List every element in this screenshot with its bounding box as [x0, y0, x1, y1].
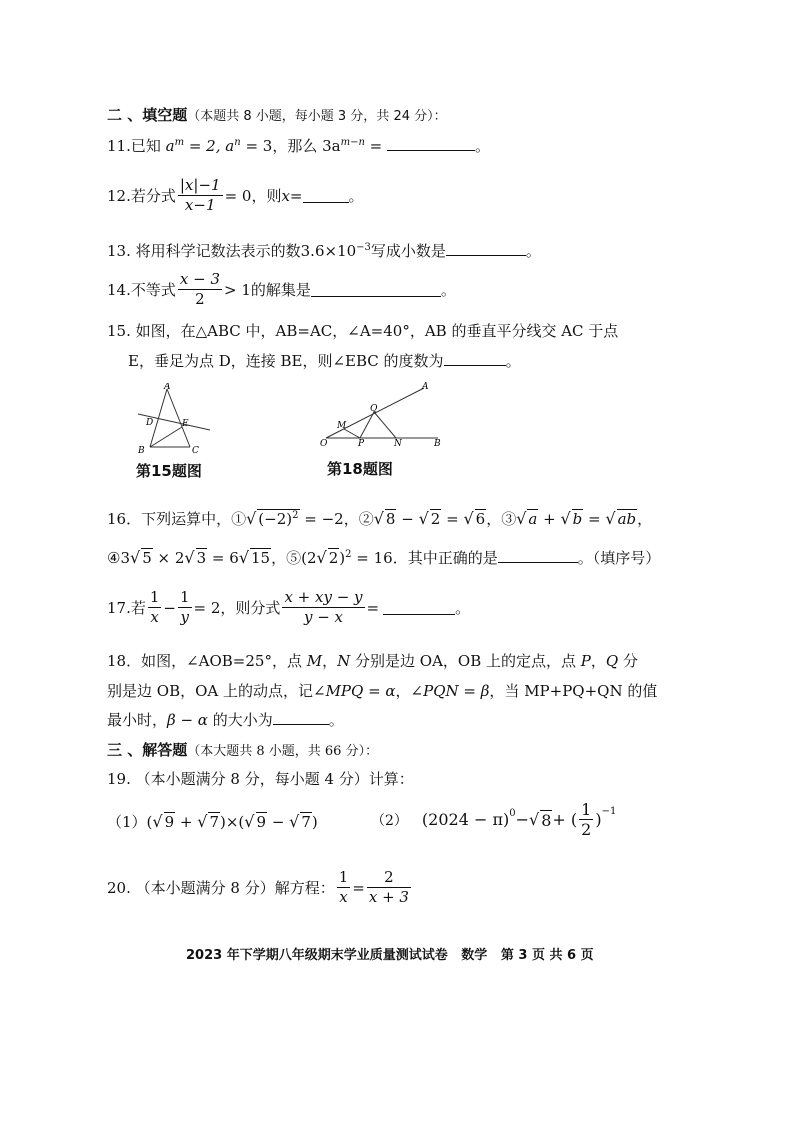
- q13-end: 。: [525, 242, 541, 260]
- q20-frac2-den: x + 3: [368, 888, 409, 906]
- q18-t3: 分别是边 OA，OB 上的定点，点: [350, 652, 581, 670]
- q14-text2: 的解集是: [250, 281, 311, 299]
- fig18-label-m: M: [337, 421, 347, 431]
- fig18-label-o: O: [320, 439, 328, 449]
- q19-zero: 0: [509, 808, 516, 819]
- q20-eq: =: [352, 878, 365, 897]
- q16-end: 。（填序号）: [577, 549, 661, 567]
- question-14: [107, 270, 456, 309]
- fig18-label-p: P: [358, 439, 365, 449]
- q18-alpha: MPQ = α: [325, 682, 396, 700]
- q16-minus: −: [396, 510, 419, 528]
- q12-text: 若分式: [130, 187, 176, 205]
- q18-m: M: [306, 652, 323, 670]
- fig18-segment-qn: [374, 412, 396, 438]
- q20-heading: 20. （本小题满分 8 分）解方程：: [107, 879, 335, 897]
- q20-frac1-den: x: [339, 888, 348, 906]
- q16-t1: = −2，②: [299, 510, 374, 528]
- q19-neg1: −1: [601, 806, 617, 817]
- q20-frac1-num: 1: [338, 868, 349, 886]
- q17-answer-blank[interactable]: [383, 601, 455, 615]
- page-footer: 2023 年下学期八年级期末学业质量测试试卷 数学 第 3 页 共 6 页: [186, 948, 594, 963]
- q17-minus: −: [163, 598, 176, 617]
- q16-rb: b: [572, 510, 583, 528]
- q16-r6: 6: [475, 510, 486, 528]
- q16-r15: 15: [251, 549, 271, 567]
- q12-numerator: |x|−1: [179, 176, 221, 194]
- section2-heading: [107, 104, 447, 125]
- q12-var: x: [281, 186, 290, 205]
- q16-comma: ，: [637, 510, 653, 528]
- q17-frac3-den: y − x: [303, 608, 343, 626]
- q19-r7b: 7: [301, 813, 311, 831]
- q18-n: N: [337, 652, 351, 670]
- fig18-segment-mp: [344, 429, 360, 438]
- q18-t4: ，: [590, 652, 606, 670]
- q11-cond2: = 2, a: [184, 137, 235, 155]
- section3-note: （本大题共 8 小题，共 66 分）：: [187, 744, 379, 759]
- question-11: [107, 135, 490, 156]
- q14-fraction: [178, 270, 222, 309]
- question-20: [107, 868, 413, 907]
- fig15-caption: 第15题图: [136, 462, 202, 480]
- figure-15-triangle: [130, 383, 220, 455]
- q16-p1: (2: [301, 549, 317, 567]
- q11-cond3: = 3: [240, 137, 273, 155]
- q16-r2b: 2: [328, 549, 339, 567]
- q11-exp-n: n: [234, 137, 241, 148]
- q19-part2: （2） (2024 − π) $^0$ − √ 8 + ( $\frac{1}{2}$ ) $^{-1}$: [371, 800, 617, 839]
- q11-eq: =: [364, 137, 388, 155]
- q18-t9: 最小时，: [107, 711, 168, 729]
- fig15-label-e: E: [182, 419, 189, 429]
- q18-p: P: [580, 652, 591, 670]
- q19-part1: （1）(√ 9 + √ 7)×(√ 9 − √ 7): [107, 812, 318, 831]
- q16-eq: =: [441, 510, 464, 528]
- q16-r8: 8: [385, 510, 396, 528]
- q16-ask: = 16．其中正确的是: [351, 549, 498, 567]
- q19-r9b: 9: [256, 813, 267, 831]
- q19-p2-base: (2024 − π): [421, 810, 510, 829]
- q12-end: 。: [348, 187, 364, 205]
- q11-var-a: a: [165, 137, 175, 155]
- fig18-label-q: Q: [370, 404, 378, 414]
- q17-frac3-num: x + xy − y: [284, 588, 363, 606]
- q14-answer-blank[interactable]: [311, 283, 441, 297]
- fig15-label-d: D: [146, 418, 154, 428]
- q19-p2-close: ): [595, 810, 602, 829]
- q17-frac3: [282, 588, 364, 627]
- q18-beta: PQN = β: [423, 682, 490, 700]
- q17-text: 若: [130, 599, 146, 617]
- q14-number: 14.: [107, 280, 131, 299]
- q18-line2: [107, 680, 657, 701]
- q16-t3: ，③: [486, 510, 517, 528]
- q18-t7: ，∠: [395, 682, 424, 700]
- fig15-side-ac: [167, 389, 190, 447]
- q17-frac1: [148, 588, 162, 627]
- section3-heading: [107, 739, 378, 760]
- q15-answer-blank[interactable]: [444, 352, 506, 366]
- q11-exp-mn: m−n: [340, 137, 365, 148]
- q18-q: Q: [605, 652, 619, 670]
- fig18-label-b: B: [434, 439, 441, 449]
- q17-number: 17.: [107, 598, 131, 617]
- q15-end: 。: [505, 352, 521, 370]
- q15-line2-text: E，垂足为点 D，连接 BE，则∠EBC 的度数为: [128, 352, 444, 370]
- q17-frac2-den: y: [180, 608, 190, 626]
- q16-p2: ): [339, 549, 346, 567]
- q18-t6: 别是边 OB，OA 上的动点，记∠: [107, 682, 326, 700]
- q13-answer-blank[interactable]: [446, 242, 526, 256]
- q19-p1-close: ): [311, 813, 318, 831]
- q16-r5: 5: [142, 549, 152, 567]
- q14-ineq: > 1: [223, 280, 251, 299]
- q17-end: 。: [455, 599, 471, 617]
- q15-line2: [128, 350, 521, 371]
- q16-line1: 16．下列运算中，①√ $(-2)^2 = -2$，②√ 8 − √ 2 = √ 6，③√ a + √ b = √ ab，: [107, 509, 653, 528]
- q16-sq2: 2: [345, 549, 352, 560]
- q11-text: 已知: [130, 137, 166, 155]
- fig18-label-n: N: [394, 439, 402, 449]
- q15-line1: 15. 如图，在△ABC 中，AB=AC，∠A=40°，AB 的垂直平分线交 AC 于点: [107, 322, 619, 340]
- q13-text: 将用科学记数法表示的数: [135, 242, 301, 260]
- q19-half-num: 1: [581, 800, 592, 819]
- q19-half: [579, 800, 593, 839]
- q20-frac2-num: 2: [367, 868, 411, 888]
- q16-item5: ，⑤: [271, 549, 302, 567]
- fig18-caption: 第18题图: [327, 460, 393, 478]
- section2-title: 二 、填空题: [107, 106, 188, 124]
- q16-sq: 2: [292, 510, 299, 521]
- q14-end: 。: [440, 281, 456, 299]
- q12-answer-blank[interactable]: [303, 189, 349, 203]
- q19-r7: 7: [209, 813, 220, 831]
- fig18-label-a: A: [422, 382, 429, 392]
- q18-answer-blank[interactable]: [273, 711, 329, 725]
- q16-rab: ab: [617, 510, 637, 528]
- fig15-label-b: B: [138, 446, 145, 455]
- q17-frac2-num: 1: [180, 588, 190, 606]
- q11-number: 11.: [107, 137, 131, 155]
- q14-text: 不等式: [130, 281, 176, 299]
- q12-number: 12.: [107, 186, 131, 205]
- q16-r2: 2: [430, 510, 441, 528]
- q17-text2: = 2，则分式: [193, 599, 281, 617]
- q17-eq: =: [366, 598, 380, 617]
- q19-p2-plus: + (: [552, 810, 578, 829]
- q11-exp-m: m: [174, 137, 185, 148]
- q19-r8: 8: [541, 810, 552, 830]
- figure-18-angle: [316, 380, 446, 452]
- fig18-segment-pq: [360, 412, 374, 438]
- q11-end: 。: [475, 137, 491, 155]
- fig15-label-a: A: [164, 383, 171, 392]
- q16-times: × 2: [152, 549, 185, 567]
- q16-answer-blank[interactable]: [498, 549, 578, 563]
- q18-line3: [107, 709, 344, 730]
- q12-eq: = 0，则: [224, 187, 282, 205]
- question-17: [107, 588, 470, 627]
- q18-t1: 18．如图，∠AOB=25°，点: [107, 652, 307, 670]
- q19-half-den: 2: [581, 820, 592, 839]
- q19-p2-label: （2）: [371, 812, 408, 829]
- q13-exponent: −3: [356, 242, 371, 253]
- q19-p1-open: (: [146, 813, 153, 831]
- q18-end: 。: [328, 711, 344, 729]
- q17-frac2: [178, 588, 192, 627]
- q11-ask: ，那么 3a: [272, 137, 341, 155]
- section2-note: （本题共 8 小题，每小题 3 分，共 24 分）：: [187, 109, 447, 124]
- q19-minus: −: [267, 813, 290, 831]
- q13-text2: 写成小数是: [370, 242, 446, 260]
- q16-r3: 3: [196, 549, 207, 567]
- q17-frac1-num: 1: [149, 588, 160, 606]
- fig15-label-c: C: [192, 446, 199, 455]
- q12-fraction: [178, 176, 223, 215]
- q20-frac1: [337, 868, 351, 907]
- q20-frac2: [367, 868, 411, 907]
- q13-number: 13.: [107, 242, 136, 260]
- q18-diff: β − α: [167, 711, 208, 729]
- q16-line2: ④3√ 5 × 2√ 3 = 6√ 15，⑤(2√ 2)$^2$ = 16．其中正确的是 。（填序号）: [107, 548, 661, 567]
- q19-p2-minus: −: [515, 810, 529, 829]
- q16-six: = 6: [207, 549, 239, 567]
- q16-ra: a: [528, 510, 538, 528]
- q19-heading: 19. （本小题满分 8 分，每小题 4 分）计算：: [107, 770, 414, 788]
- q18-t2: ，: [322, 652, 338, 670]
- q16-intro: 16．下列运算中，①: [107, 510, 247, 528]
- q18-t5: 分: [618, 652, 638, 670]
- q16-plus: +: [538, 510, 561, 528]
- q18-line1: [107, 650, 638, 671]
- q13-value: 3.6×10: [300, 242, 357, 260]
- q19-p1-label: （1）: [107, 813, 147, 831]
- q18-t8: ，当 MP+PQ+QN 的值: [489, 682, 658, 700]
- section3-title: 三 、解答题: [107, 741, 188, 759]
- q18-t10: 的大小为: [207, 711, 273, 729]
- question-12: [107, 176, 364, 215]
- q14-denominator: 2: [195, 290, 205, 308]
- q19-r9: 9: [164, 813, 175, 831]
- q16-item4: ④3: [107, 549, 130, 567]
- q16-r1: (−2): [258, 510, 293, 528]
- q11-answer-blank[interactable]: [387, 137, 475, 151]
- q12-denominator: x−1: [184, 196, 216, 214]
- question-13: [107, 240, 541, 261]
- q17-frac1-den: x: [150, 608, 159, 626]
- q14-numerator: x − 3: [179, 270, 220, 288]
- q16-eq2: =: [583, 510, 606, 528]
- q19-mid: )×(: [220, 813, 245, 831]
- q19-plus: +: [175, 813, 198, 831]
- q12-eq2: =: [289, 186, 303, 205]
